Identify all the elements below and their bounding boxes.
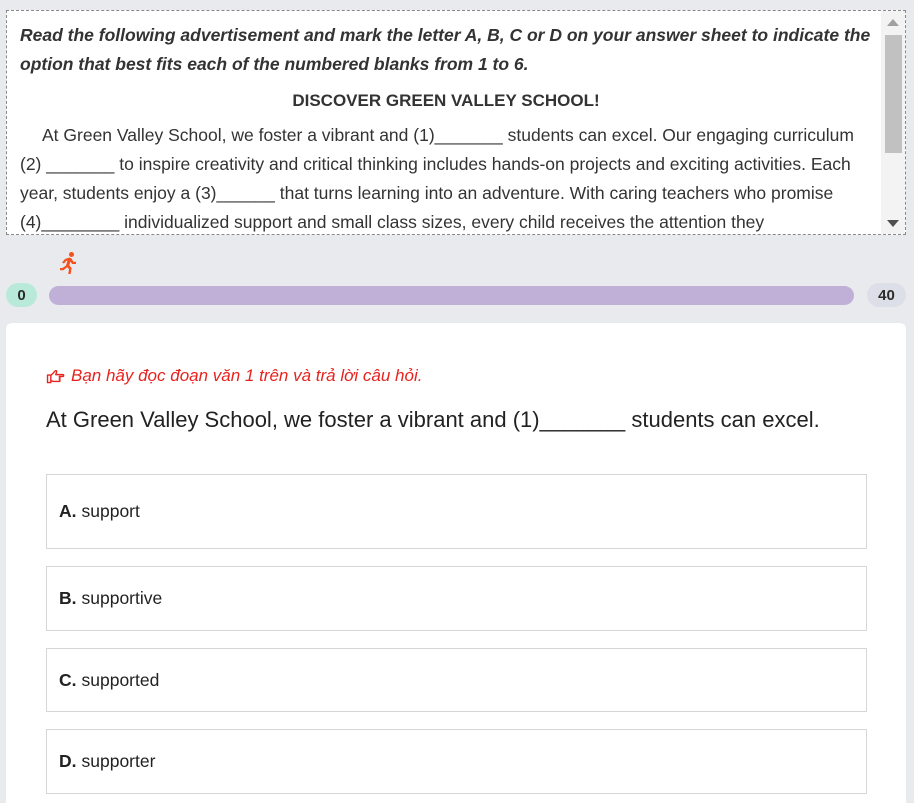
passage-title: DISCOVER GREEN VALLEY SCHOOL! bbox=[292, 91, 600, 110]
triangle-up-icon bbox=[887, 19, 899, 26]
option-a[interactable] bbox=[46, 474, 867, 549]
option-text: supportive bbox=[81, 588, 163, 608]
option-letter: A. bbox=[59, 501, 77, 521]
option-letter: B. bbox=[59, 588, 77, 608]
option-letter: C. bbox=[59, 669, 77, 690]
option-letter: D. bbox=[59, 751, 77, 771]
question-card bbox=[6, 323, 906, 803]
question-hint-text: Bạn hãy đọc đoạn văn 1 trên và trả lời câu hỏi. bbox=[71, 366, 423, 385]
option-text: supporter bbox=[81, 751, 156, 771]
option-text: support bbox=[81, 501, 140, 521]
reading-passage[interactable] bbox=[6, 10, 906, 235]
progress-end-badge: 40 bbox=[867, 283, 906, 307]
progress-row bbox=[6, 283, 906, 307]
running-person-icon bbox=[56, 251, 80, 275]
progress-start-badge: 0 bbox=[6, 283, 37, 307]
scroll-down-button[interactable] bbox=[881, 212, 905, 234]
triangle-down-icon bbox=[887, 220, 899, 227]
question-text: At Green Valley School, we foster a vibrant and (1)_______ students can excel. bbox=[46, 407, 820, 432]
passage-body: At Green Valley School, we foster a vibrant and (1)_______ students can excel. Our engaging curriculum (2) _______ to inspire creativity and critical thinking includes hands-on projects and exciting activities. Each year, students enjoy a (3)______ that turns learning into an adventure. With caring teachers who promise (4)________ individualized support and small class sizes, every child receives the attention they bbox=[20, 125, 854, 232]
scroll-thumb[interactable] bbox=[885, 35, 902, 153]
option-text: supported bbox=[81, 669, 160, 690]
passage-content bbox=[20, 21, 872, 235]
option-c[interactable] bbox=[46, 648, 867, 712]
pointing-hand-icon bbox=[46, 369, 65, 384]
question-hint bbox=[46, 366, 422, 386]
passage-instruction: Read the following advertisement and mark the letter A, B, C or D on your answer sheet to indicate the option that best fits each of the numbered blanks from 1 to 6. bbox=[20, 25, 871, 74]
scroll-up-button[interactable] bbox=[881, 11, 905, 33]
option-d[interactable] bbox=[46, 729, 867, 794]
passage-scrollbar[interactable] bbox=[881, 11, 905, 234]
option-b[interactable] bbox=[46, 566, 867, 631]
progress-bar bbox=[49, 286, 854, 305]
